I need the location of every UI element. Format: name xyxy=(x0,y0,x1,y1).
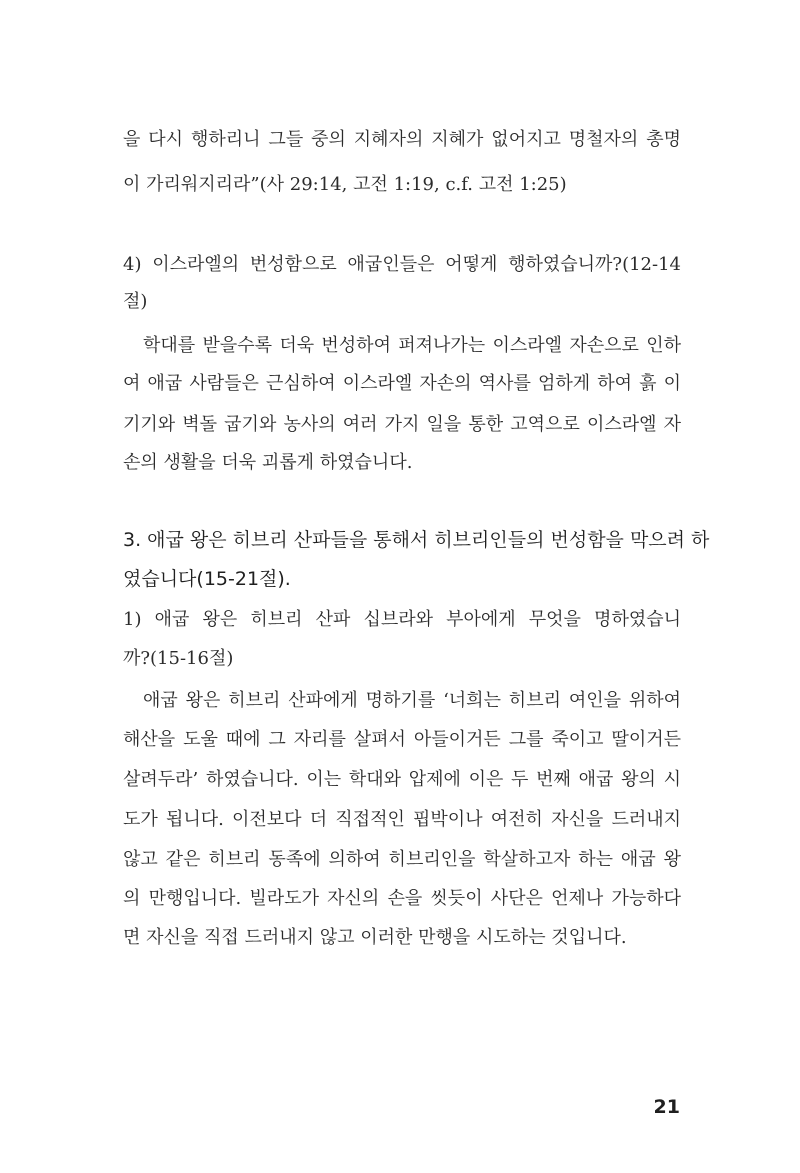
answer-1-line: 해산을 도울 때에 그 자리를 살펴서 아들이거든 그를 죽이고 딸이거든 xyxy=(123,729,681,750)
body-text-line: 을 다시 행하리니 그들 중의 지혜자의 지혜가 없어지고 명철자의 총명 xyxy=(123,129,681,150)
answer-1-line: 면 자신을 직접 드러내지 않고 이러한 만행을 시도하는 것입니다. xyxy=(123,927,627,948)
question-1-line: 1) 애굽 왕은 히브리 산파 십브라와 부아에게 무엇을 명하였습니 xyxy=(123,609,681,630)
body-text-line: 이 가리워지리라”(사 29:14, 고전 1:19, c.f. 고전 1:25) xyxy=(123,174,567,195)
answer-4-line: 여 애굽 사람들은 근심하여 이스라엘 자손의 역사를 엄하게 하여 흙 이 xyxy=(123,373,681,394)
answer-1-line: 도가 됩니다. 이전보다 더 직접적인 핍박이나 여전히 자신을 드러내지 xyxy=(123,809,681,830)
section-3-heading: 였습니다(15-21절). xyxy=(123,568,291,590)
question-4-line: 4) 이스라엘의 번성함으로 애굽인들은 어떻게 행하였습니까?(12-14 xyxy=(123,254,681,275)
answer-1-line: 살려두라’ 하였습니다. 이는 학대와 압제에 이은 두 번째 애굽 왕의 시 xyxy=(123,769,681,790)
answer-1-line: 의 만행입니다. 빌라도가 자신의 손을 씻듯이 사단은 언제나 가능하다 xyxy=(123,888,681,909)
answer-4-line: 학대를 받을수록 더욱 번성하여 퍼져나가는 이스라엘 자손으로 인하 xyxy=(143,335,681,356)
section-3-heading: 3. 애굽 왕은 히브리 산파들을 통해서 히브리인들의 번성함을 막으려 하 xyxy=(123,529,710,551)
answer-4-line: 손의 생활을 더욱 괴롭게 하였습니다. xyxy=(123,452,413,473)
question-4-line: 절) xyxy=(123,291,148,312)
page-number: 21 xyxy=(653,1096,680,1118)
question-1-line: 까?(15-16절) xyxy=(123,648,234,669)
answer-4-line: 기기와 벽돌 굽기와 농사의 여러 가지 일을 통한 고역으로 이스라엘 자 xyxy=(123,414,681,435)
answer-1-line: 않고 같은 히브리 동족에 의하여 히브리인을 학살하고자 하는 애굽 왕 xyxy=(123,849,681,870)
answer-1-line: 애굽 왕은 히브리 산파에게 명하기를 ‘너희는 히브리 여인을 위하여 xyxy=(143,690,681,711)
